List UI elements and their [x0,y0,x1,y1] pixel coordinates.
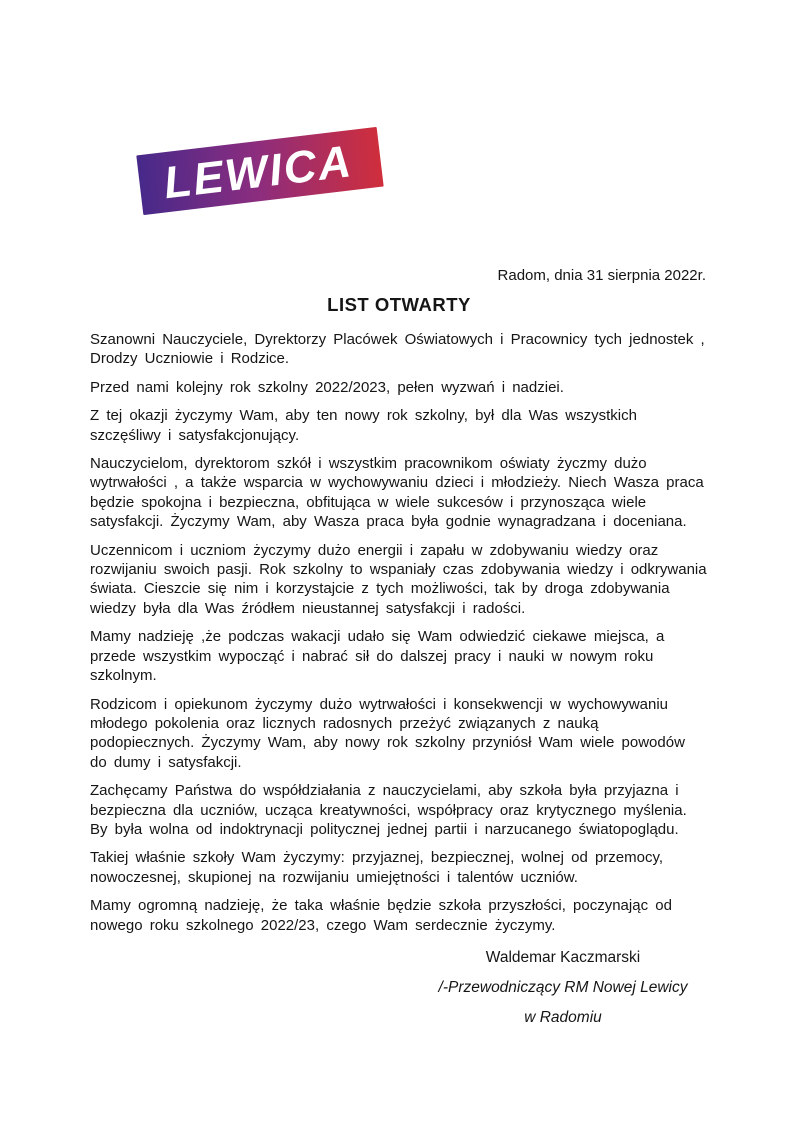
signature-role: /-Przewodniczący RM Nowej Lewicy [438,978,688,996]
signature-place: w Radomiu [524,1008,602,1026]
paragraph-teachers: Nauczycielom, dyrektorom szkół i wszystkim pracownikom oświaty życzmy dużo wytrwałości , a także wsparcia w wychowywaniu dzieci i młodzieży. Niech Wasza praca będzie spokojna i bezpieczna, obfitująca w wiele sukcesów i przynosząca wiele satysfakcji. Życzymy Wam, aby Wasza praca była godnie wynagradzana i doceniana. [90,455,704,531]
paragraph-students: Uczennicom i uczniom życzymy dużo energii i zapału w zdobywaniu wiedzy oraz rozwijaniu swoich pasji. Rok szkolny to wspaniały czas zdobywania wiedzy i odkrywania świata. Cieszcie się nim i korzystajcie z tych możliwości, tak by droga zdobywania wiedzy była dla Was źródłem nieustannej satysfakcji i radości. [90,541,707,617]
signature-name: Waldemar Kaczmarski [485,948,641,966]
paragraph-wishes-all: Z tej okazji życzymy Wam, aby ten nowy rok szkolny, był dla Was wszystkich szczęśliwy i satysfakcjonujący. [90,407,637,444]
lewica-logo-banner [136,127,383,215]
dateline: Radom, dnia 31 sierpnia 2022r. [497,267,706,284]
paragraph-salutation: Szanowni Nauczyciele, Dyrektorzy Placówek Oświatowych i Pracownicy tych jednostek , Drodzy Uczniowie i Rodzice. [90,331,705,368]
signature-block [418,948,708,1027]
lewica-logo [136,127,383,215]
lewica-logo-text: LEWICA [160,134,356,208]
paragraph-cooperation: Zachęcamy Państwa do współdziałania z nauczycielami, aby szkoła była przyjazna i bezpieczna dla uczniów, ucząca kreatywności, współpracy oraz krytycznego myślenia. By była wolna od indoktrynacji politycznej jednej partii i narzucanego światopoglądu. [90,782,687,838]
paragraph-closing: Mamy ogromną nadzieję, że taka właśnie będzie szkoła przyszłości, poczynając od nowego roku szkolnego 2022/23, czego Wam serdecznie życzymy. [90,897,672,934]
paragraph-school-vision: Takiej właśnie szkoły Wam życzymy: przyjaznej, bezpiecznej, wolnej od przemocy, nowoczesnej, skupionej na rozwijaniu umiejętności i talentów uczniów. [90,849,664,886]
letter-title: LIST OTWARTY [327,294,471,315]
paragraph-parents: Rodzicom i opiekunom życzymy dużo wytrwałości i konsekwencji w wychowywaniu młodego pokolenia oraz licznych radosnych przeżyć związanych z nauką podopiecznych. Życzymy Wam, aby nowy rok szkolny przyniósł Wam wiele powodów do dumy i satysfakcji. [90,695,685,771]
paragraph-new-school-year: Przed nami kolejny rok szkolny 2022/2023, pełen wyzwań i nadziei. [90,378,564,396]
paragraph-holidays: Mamy nadzieję ,że podczas wakacji udało się Wam odwiedzić ciekawe miejsca, a przede wszystkim wypocząć i nabrać sił do dalszej pracy i nauki w nowym roku szkolnym. [90,628,665,685]
letter-content [90,266,708,1038]
